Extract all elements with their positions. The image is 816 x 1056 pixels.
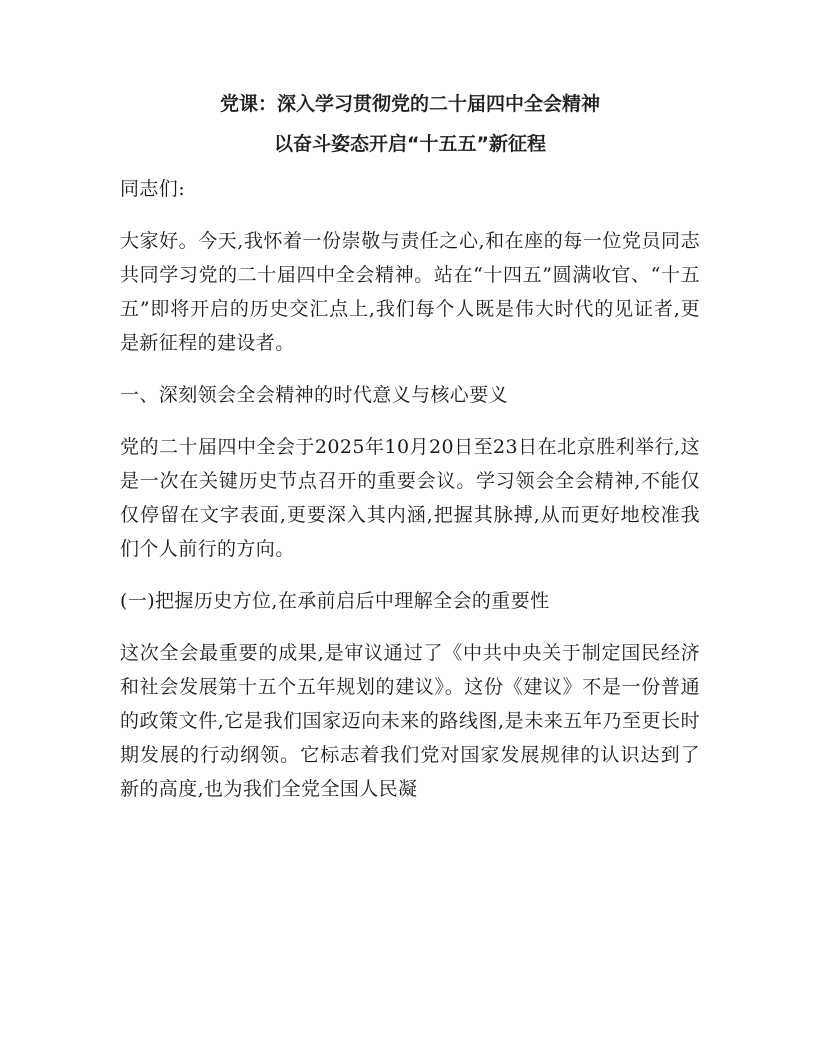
- section-1-paragraph: 党的二十届四中全会于2025年10月20日至23日在北京胜利举行,这是一次在关键历史节点召开的重要会议。学习领会全会精神,不能仅仅停留在文字表面,更要深入其内涵,把握其脉搏,从而更好地校准我们个人前行的方向。: [120, 436, 700, 560]
- document-title-line-2: 以奋斗姿态开启“十五五”新征程: [274, 133, 546, 155]
- document-body: [120, 92, 700, 806]
- subsection-1-heading: (一)把握历史方位,在承前启后中理解全会的重要性: [120, 590, 550, 612]
- intro-paragraph: 大家好。今天,我怀着一份崇敬与责任之心,和在座的每一位党员同志共同学习党的二十届四中全会精神。站在“十四五”圆满收官、“十五五”即将开启的历史交汇点上,我们每个人既是伟大时代的见证者,更是新征程的建设者。: [120, 230, 700, 354]
- section-1-heading: 一、深刻领会全会精神的时代意义与核心要义: [120, 384, 509, 406]
- subsection-1-paragraph: 这次全会最重要的成果,是审议通过了《中共中央关于制定国民经济和社会发展第十五个五年规划的建议》。这份《建议》不是一份普通的政策文件,它是我们国家迈向未来的路线图,是未来五年乃至更长时期发展的行动纲领。它标志着我们党对国家发展规律的认识达到了新的高度,也为我们全党全国人民凝: [120, 642, 700, 800]
- greeting-paragraph: 同志们:: [120, 178, 186, 200]
- document-title-line-1: 党课：深入学习贯彻党的二十届四中全会精神: [219, 93, 600, 115]
